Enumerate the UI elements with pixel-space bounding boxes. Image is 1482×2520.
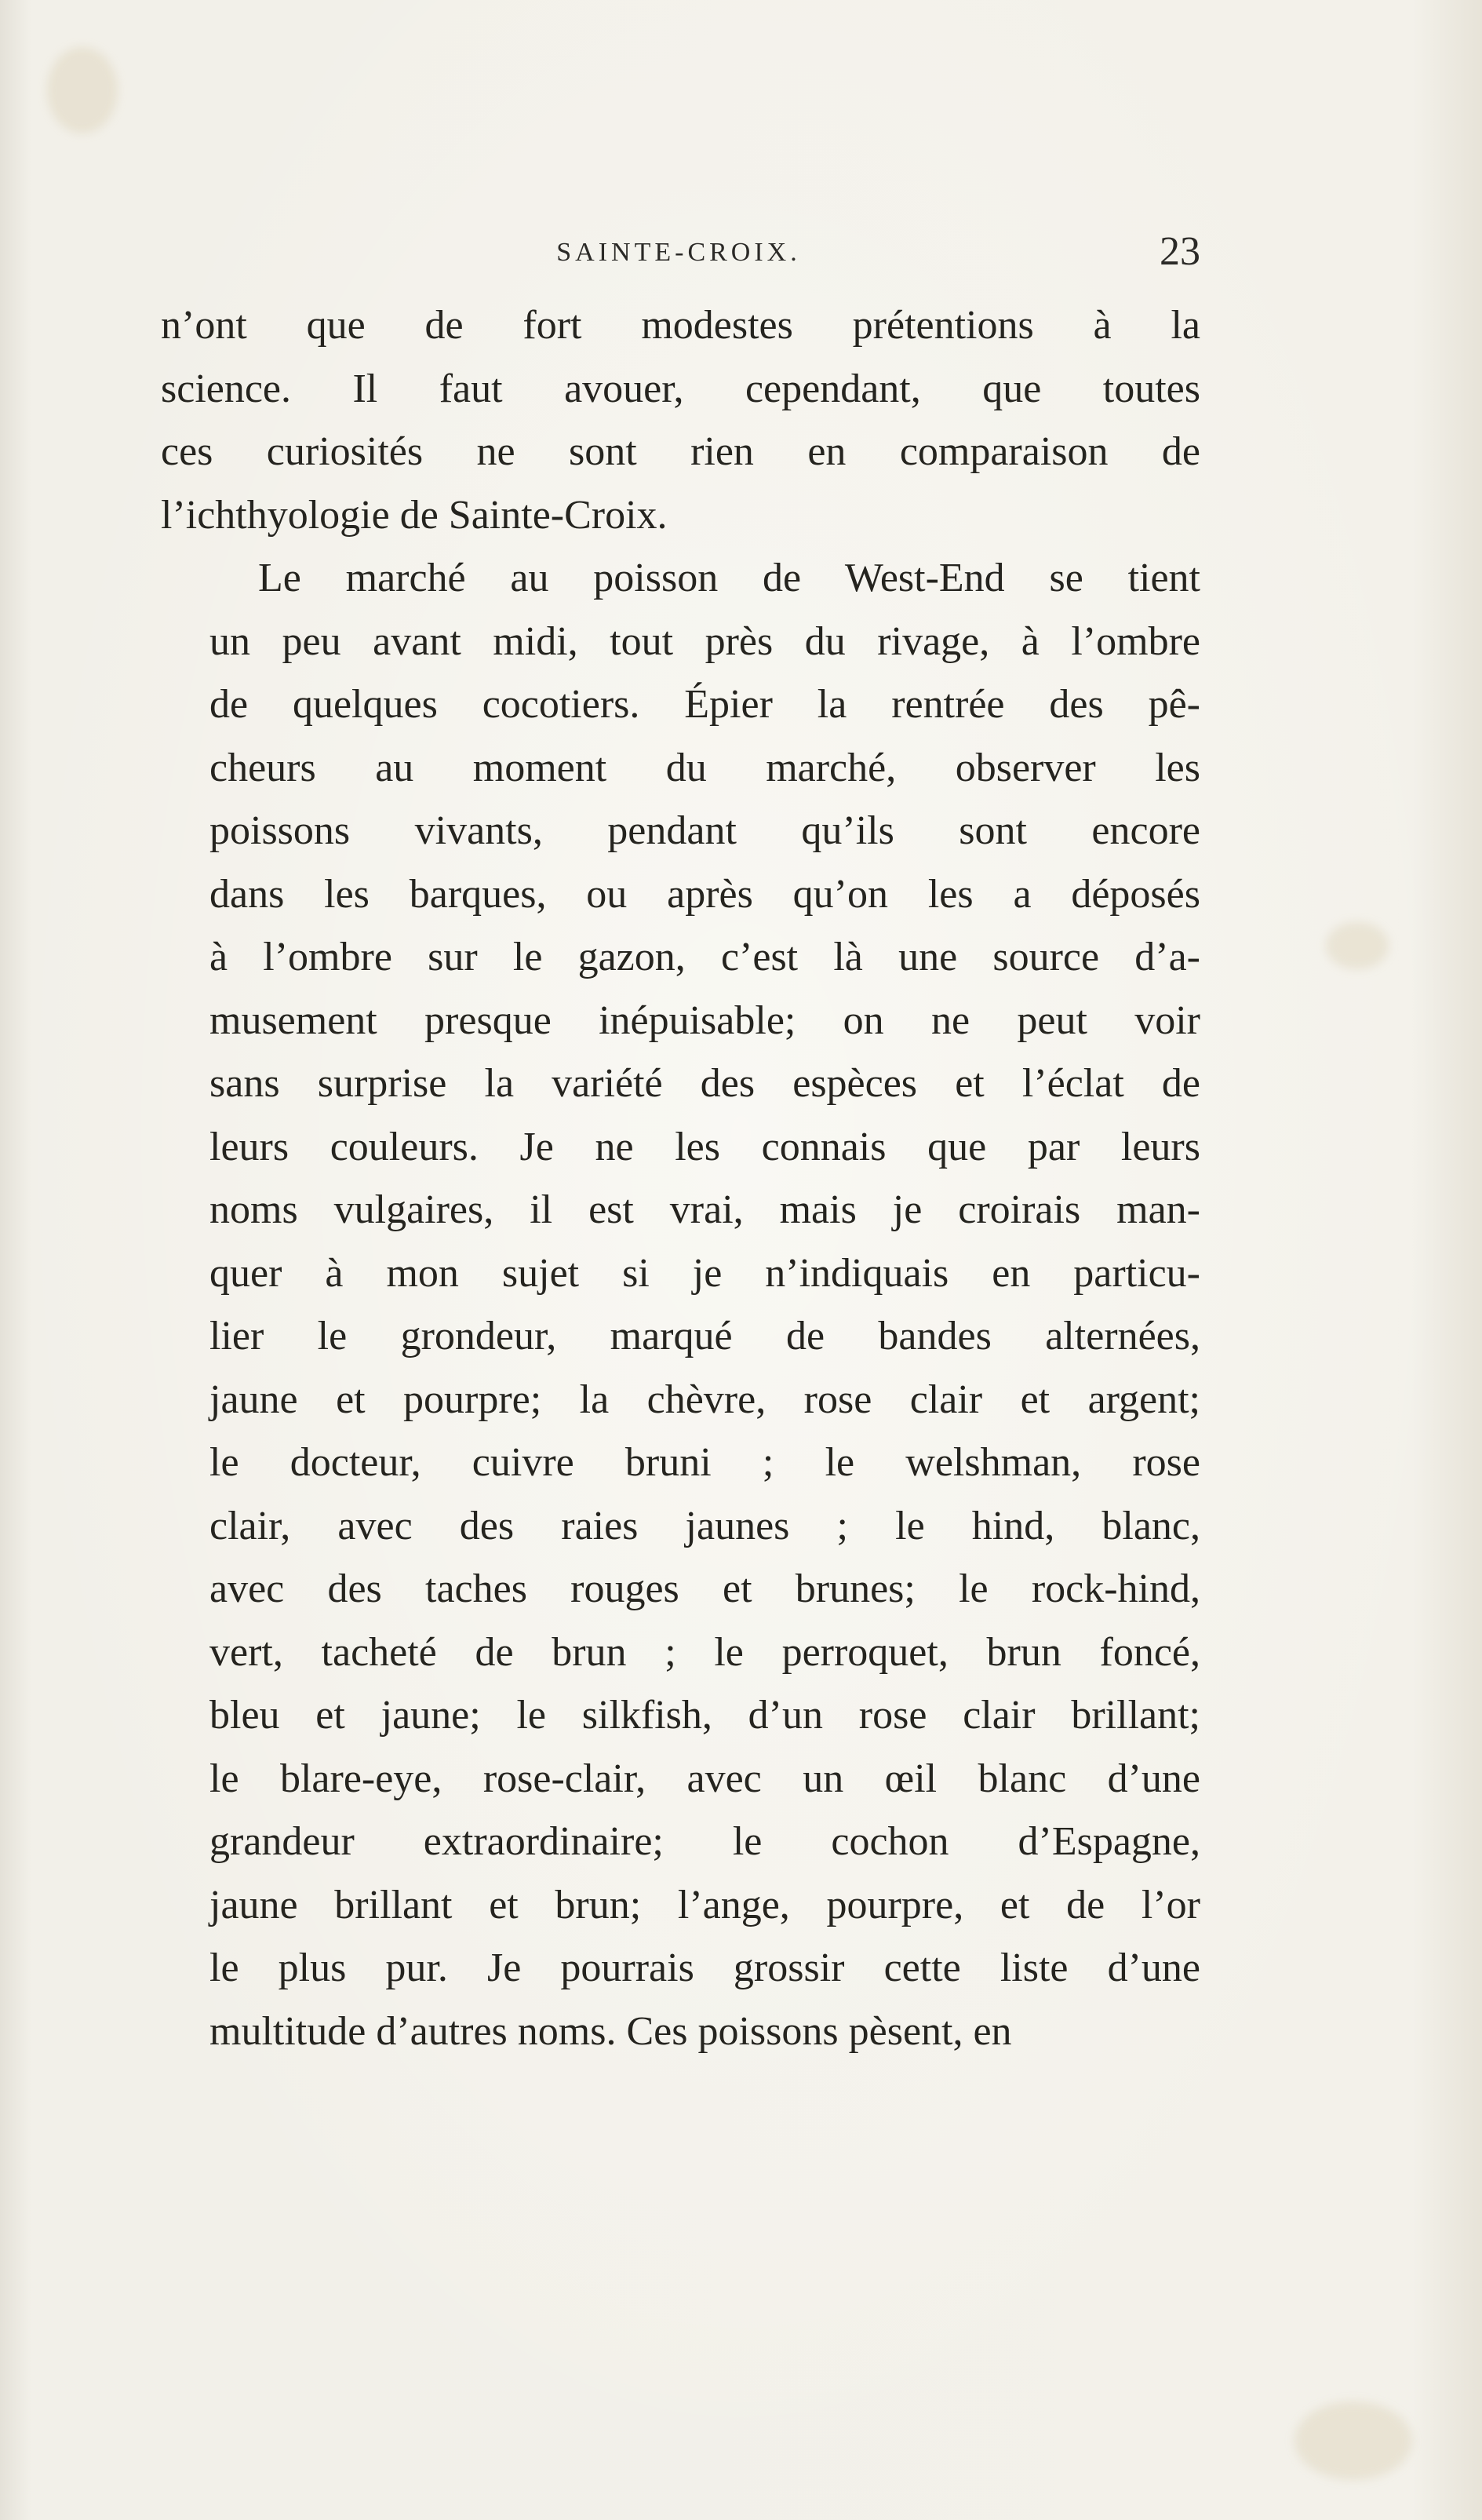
text-line: cheurs au moment du marché, observer les (209, 745, 1200, 790)
paper-stain (47, 47, 118, 133)
text-line: poissons vivants, pendant qu’ils sont encore (209, 808, 1200, 853)
text-line: de quelques cocotiers. Épier la rentrée des pê- (209, 682, 1200, 727)
text-line: multitude d’autres noms. Ces poissons pèsent, en (209, 2008, 1012, 2054)
running-title: SAINTE-CROIX. (556, 238, 801, 267)
text-line: dans les barques, ou après qu’on les a déposés (209, 871, 1200, 917)
body-text (161, 294, 1200, 2063)
text-line: lier le grondeur, marqué de bandes alternées, (209, 1314, 1200, 1358)
paper-stain (1294, 2401, 1412, 2480)
text-line: science. Il faut avouer, cependant, que toutes (161, 366, 1200, 411)
running-head (157, 228, 1200, 275)
text-line: quer à mon sujet si je n’indiquais en particu- (209, 1250, 1200, 1296)
text-line: grandeur extraordinaire; le cochon d’Espagne, (209, 1819, 1200, 1864)
text-line: le blare-eye, rose-clair, avec un œil blanc d’une (209, 1756, 1200, 1801)
text-line: bleu et jaune; le silkfish, d’un rose clair brillant; (209, 1693, 1200, 1738)
text-line: jaune et pourpre; la chèvre, rose clair et argent; (209, 1377, 1200, 1422)
paragraph (161, 547, 1200, 2063)
text-line: clair, avec des raies jaunes ; le hind, blanc, (209, 1503, 1200, 1548)
text-line: un peu avant midi, tout près du rivage, à l’ombre (209, 618, 1200, 664)
text-line: Le marché au poisson de West-End se tient (258, 556, 1200, 600)
text-line: leurs couleurs. Je ne les connais que par leurs (209, 1124, 1200, 1169)
text-line: vert, tacheté de brun ; le perroquet, brun foncé, (209, 1629, 1200, 1675)
text-line: sans surprise la variété des espèces et l’éclat de (209, 1061, 1200, 1106)
text-line: n’ont que de fort modestes prétentions à la (161, 303, 1200, 348)
text-line: à l’ombre sur le gazon, c’est là une source d’a- (209, 935, 1200, 979)
text-line: noms vulgaires, il est vrai, mais je croirais man- (209, 1187, 1200, 1232)
page-number: 23 (1160, 229, 1200, 274)
text-line: avec des taches rouges et brunes; le rock-hind, (209, 1566, 1200, 1611)
text-line: musement presque inépuisable; on ne peut voir (209, 997, 1200, 1043)
text-line: le docteur, cuivre bruni ; le welshman, rose (209, 1440, 1200, 1485)
paragraph (161, 294, 1200, 547)
text-line: l’ichthyologie de Sainte-Croix. (161, 492, 668, 538)
paper-stain (1326, 922, 1389, 969)
text-line: ces curiosités ne sont rien en comparaison de (161, 429, 1200, 474)
text-line: jaune brillant et brun; l’ange, pourpre, et de l’or (209, 1882, 1200, 1927)
text-line: le plus pur. Je pourrais grossir cette liste d’une (209, 1946, 1200, 1990)
